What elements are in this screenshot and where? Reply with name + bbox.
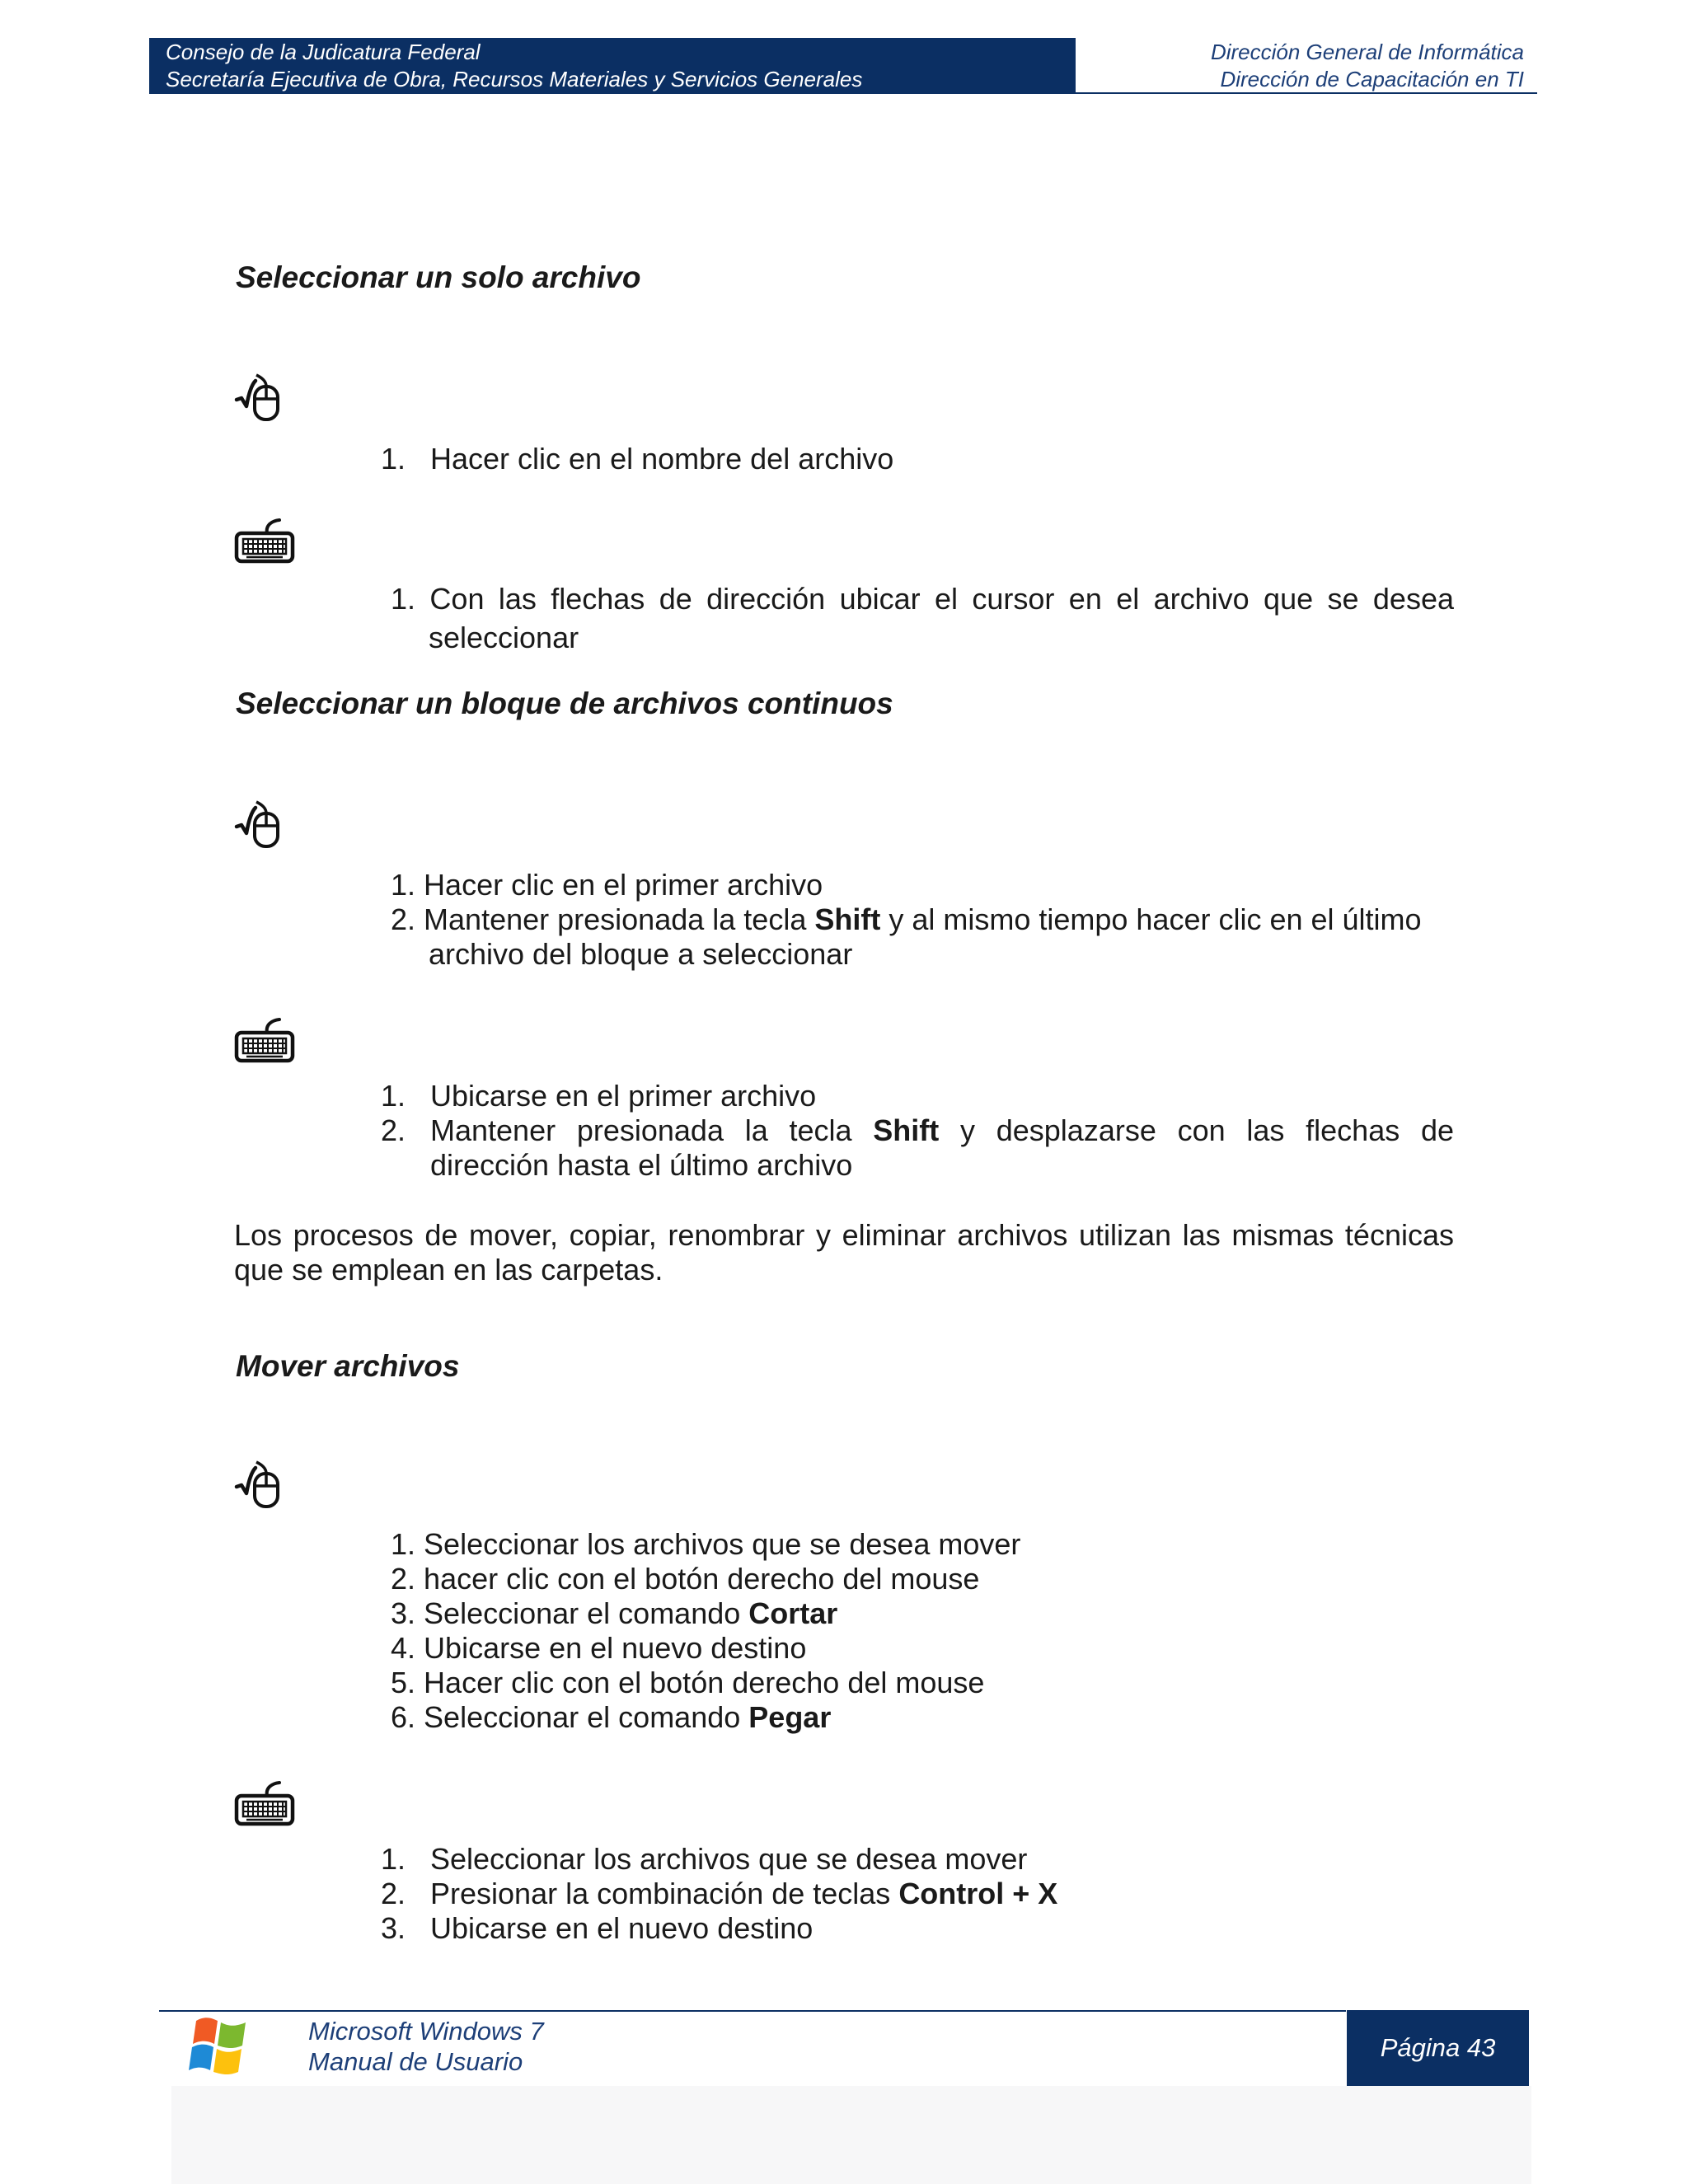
steps-keyboard-single: 1. Con las flechas de dirección ubicar el cursor en el archivo que se desea seleccionar (391, 582, 1454, 654)
list-item: 6. Seleccionar el comando Pegar (391, 1700, 832, 1734)
header-right (1076, 38, 1537, 92)
footer-title (308, 2016, 544, 2077)
list-item: 5. Hacer clic con el botón derecho del mouse (391, 1666, 985, 1699)
section-title-select-single: Seleccionar un solo archivo (236, 260, 641, 294)
footer-divider (159, 2010, 1346, 2012)
list-item: 1. Seleccionar los archivos que se desea mover (391, 1527, 1021, 1561)
header-direction-general: Dirección General de Informática (1210, 40, 1524, 64)
mouse-icon (234, 373, 295, 425)
section-title-move-files: Mover archivos (236, 1349, 460, 1383)
paragraph-note: Los procesos de mover, copiar, renombrar y eliminar archivos utilizan las mismas técnicas que se emplean en las carpetas. (234, 1218, 1454, 1286)
section-title-select-block: Seleccionar un bloque de archivos continuos (236, 687, 893, 720)
list-item: 2. Mantener presionada la tecla Shift y desplazarse con las flechas de dirección hasta el último archivo (381, 1113, 1454, 1182)
keyboard-icon (234, 1015, 297, 1066)
header-org: Consejo de la Judicatura Federal (166, 40, 481, 64)
list-item: 2. Mantener presionada la tecla Shift y al mismo tiempo hacer clic en el último archivo del bloque a seleccionar (391, 902, 1422, 971)
footer-shade (171, 2086, 1531, 2184)
list-item: 1. Con las flechas de dirección ubicar el cursor en el archivo que se desea (391, 582, 1454, 616)
mouse-icon (234, 799, 295, 852)
steps-keyboard-block (381, 1079, 1454, 1183)
steps-mouse-single (381, 442, 893, 476)
mouse-icon (234, 1460, 295, 1512)
list-item: 3. Ubicarse en el nuevo destino (381, 1911, 814, 1945)
list-item: 1. Hacer clic en el primer archivo (391, 868, 823, 902)
steps-keyboard-move (381, 1842, 1057, 1946)
windows-logo-icon (180, 2009, 262, 2085)
list-item: 2. Presionar la combinación de teclas Control + X (381, 1877, 1058, 1910)
keyboard-icon (234, 1779, 297, 1830)
header-left-band (149, 38, 1076, 92)
header-department: Secretaría Ejecutiva de Obra, Recursos Materiales y Servicios Generales (166, 67, 863, 91)
footer-product: Microsoft Windows 7 (308, 2017, 544, 2046)
steps-mouse-block (391, 868, 1454, 972)
list-item: 1. Hacer clic en el nombre del archivo (381, 442, 894, 476)
list-item: 4. Ubicarse en el nuevo destino (391, 1631, 807, 1665)
list-item: 1. Seleccionar los archivos que se desea mover (381, 1842, 1028, 1876)
steps-mouse-move (391, 1527, 1020, 1735)
list-item: 1. Ubicarse en el primer archivo (381, 1079, 817, 1113)
footer-manual: Manual de Usuario (308, 2047, 523, 2076)
header-direction-training: Dirección de Capacitación en TI (1220, 67, 1524, 91)
page-number: Página 43 (1347, 2010, 1529, 2086)
header-divider (149, 92, 1537, 94)
keyboard-icon (234, 516, 297, 567)
list-item: 2. hacer clic con el botón derecho del mouse (391, 1562, 980, 1596)
list-item: 3. Seleccionar el comando Cortar (391, 1596, 838, 1630)
